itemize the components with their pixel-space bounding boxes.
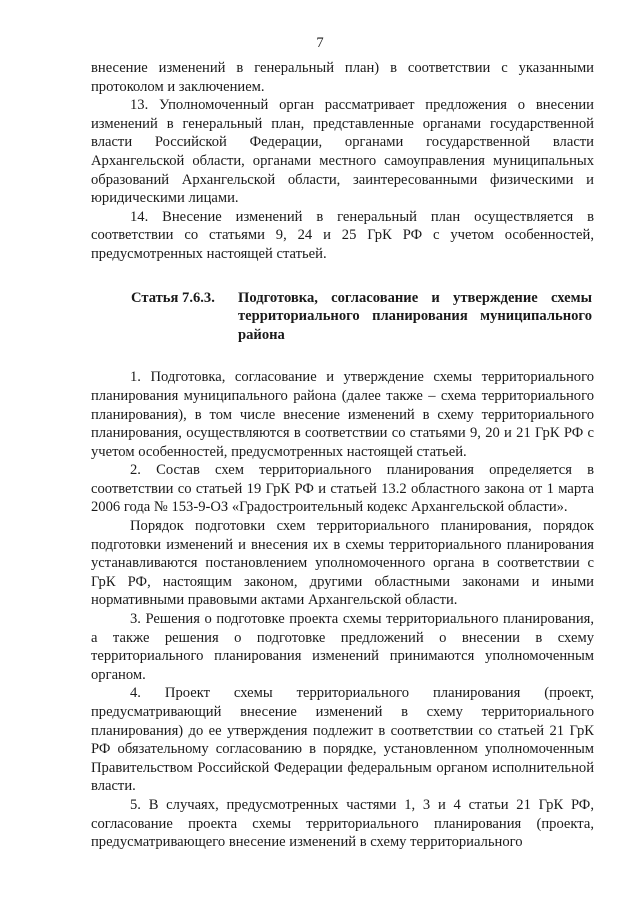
paragraph-5: 5. В случаях, предусмотренных частями 1, 3 и 4 статьи 21 ГрК РФ, согласование проекта схемы территориального планирования (проекта, предусматривающего внесение изменений в схему территориального	[91, 796, 594, 851]
article-number: Статья 7.6.3.	[131, 289, 215, 306]
paragraph-4: 4. Проект схемы территориального планирования (проект, предусматривающий внесение изменений в схему территориального планирования) до ее утверждения подлежит в соответствии со статьей 21 ГрК РФ обязательному согласованию в порядке, установленном уполномоченным Правительством Российской Федерации федеральным органом исполнительной власти.	[91, 685, 594, 795]
document-body	[91, 59, 594, 852]
paragraph-1: 1. Подготовка, согласование и утверждение схемы территориального планирования муниципального района (далее также – схема территориального планирования), в том числе внесение изменений в схему территориального планирования, осуществляются в соответствии со статьями 9, 20 и 21 ГрК РФ с учетом особенностей, предусмотренных настоящей статьей.	[91, 369, 594, 460]
article-heading	[131, 289, 594, 345]
paragraph-13: 13. Уполномоченный орган рассматривает предложения о внесении изменений в генеральный план, представленные органами государственной власти Российской Федерации, органами государственной власти Архангельской области, органами местного самоуправления муниципальных образований Архангельской области, заинтересованными физическими и юридическими лицами.	[91, 97, 594, 207]
article-title: Подготовка, согласование и утверждение схемы территориального планирования муниципального района	[238, 289, 592, 343]
paragraph-continuation: внесение изменений в генеральный план) в соответствии с указанными протоколом и заключением.	[91, 60, 594, 95]
paragraph-procedure: Порядок подготовки схем территориального планирования, порядок подготовки изменений и внесения их в схемы территориального планирования устанавливаются постановлением уполномоченного органа в соответствии с ГрК РФ, настоящим законом, другими областными законами и иными нормативными правовыми актами Архангельской области.	[91, 518, 594, 609]
page-number: 7	[316, 35, 324, 51]
paragraph-14: 14. Внесение изменений в генеральный план осуществляется в соответствии со статьями 9, 24 и 25 ГрК РФ с учетом особенностей, предусмотренных настоящей статьей.	[91, 208, 594, 262]
paragraph-3: 3. Решения о подготовке проекта схемы территориального планирования, а также решения о подготовке предложений о внесении в схему территориального планирования изменений принимаются уполномоченным органом.	[91, 611, 594, 683]
paragraph-2: 2. Состав схем территориального планирования определяется в соответствии со статьей 19 ГрК РФ и статьей 13.2 областного закона от 1 марта 2006 года № 153-9-ОЗ «Градостроительный кодекс Архангельской области».	[91, 462, 594, 516]
